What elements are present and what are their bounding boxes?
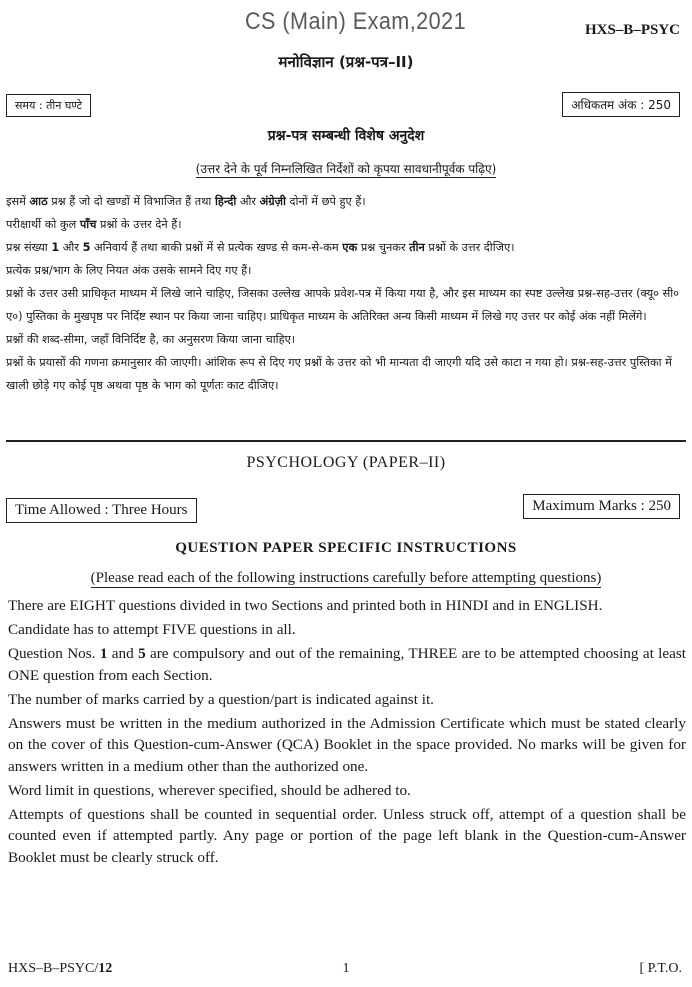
hindi-time-box: समय : तीन घण्टे	[6, 94, 91, 117]
footer-code: HXS–B–PSYC/12	[8, 961, 113, 976]
hindi-instruction: प्रत्येक प्रश्न/भाग के लिए नियत अंक उसके सामने दिए गए हैं।	[6, 264, 252, 277]
hindi-instruction: प्रश्नों की शब्द-सीमा, जहाँ विनिर्दिष्ट है, का अनुसरण किया जाना चाहिए।	[6, 333, 296, 346]
hindi-subheading: (उत्तर देने के पूर्व निम्नलिखित निर्देशों को कृपया सावधानीपूर्वक पढ़िए)	[195, 162, 497, 176]
hindi-instruction: प्रश्नों के उत्तर उसी प्राधिकृत माध्यम में लिखे जाने चाहिए, जिसका उल्लेख आपके प्रवेश-पत्र में किया गया है, और इस माध्यम का स्पष्ट उल्लेख प्रश्न-सह-उत्तर (क्यू० सी० ए०) पुस्तिका के मुखपृष्ठ पर निर्दिष्ट स्थान पर किया जाना चाहिए। प्राधिकृत माध्यम के अतिरिक्त अन्य किसी माध्यम में लिखे गए उत्तर पर कोई अंक नहीं मिलेंगे।	[6, 287, 680, 323]
english-instruction: There are EIGHT questions divided in two Sections and printed both in HINDI and in ENGLISH.	[8, 597, 603, 614]
hindi-instructions	[6, 190, 686, 397]
pto-label: [ P.T.O.	[639, 961, 682, 976]
english-instruction: Answers must be written in the medium authorized in the Admission Certificate which must be stated clearly on the cover of this Question-cum-Answer (QCA) Booklet in the space provided. No marks will be given for answers written in a medium other than the authorized one.	[8, 714, 686, 775]
english-instructions	[8, 595, 686, 871]
hindi-title: मनोविज्ञान (प्रश्न-पत्र–II)	[278, 53, 414, 71]
hindi-instruction: प्रश्न संख्या 1 और 5 अनिवार्य हैं तथा बाकी प्रश्नों में से प्रत्येक खण्ड से कम-से-कम एक प्रश्न चुनकर तीन प्रश्नों के उत्तर दीजिए।	[6, 241, 515, 254]
english-instruction: Attempts of questions shall be counted in sequential order. Unless struck off, attempt of a question shall be counted even if attempted partly. Any page or portion of the page left blank in the Question-cum-Answer Booklet must be clearly struck off.	[8, 805, 686, 866]
english-marks-box: Maximum Marks : 250	[523, 494, 680, 519]
hindi-instruction: इसमें आठ प्रश्न हैं जो दो खण्डों में विभाजित हैं तथा हिन्दी और अंग्रेज़ी दोनों में छपे हुए हैं।	[6, 195, 366, 208]
hindi-instruction: परीक्षार्थी को कुल पाँच प्रश्नों के उत्तर देने हैं।	[6, 218, 182, 231]
page-number: 1	[342, 961, 350, 976]
section-divider	[6, 440, 686, 442]
english-instruction: Question Nos. 1 and 5 are compulsory and out of the remaining, THREE are to be attempted choosing at least ONE question from each Section.	[8, 645, 686, 684]
english-instruction: Candidate has to attempt FIVE questions in all.	[8, 621, 296, 638]
english-time-box: Time Allowed : Three Hours	[6, 498, 197, 523]
hindi-heading: प्रश्न-पत्र सम्बन्धी विशेष अनुदेश	[267, 128, 425, 144]
english-instruction: Word limit in questions, wherever specified, should be adhered to.	[8, 781, 411, 799]
english-heading: QUESTION PAPER SPECIFIC INSTRUCTIONS	[175, 540, 517, 556]
hindi-instruction: प्रश्नों के प्रयासों की गणना क्रमानुसार की जाएगी। आंशिक रूप से दिए गए प्रश्नों के उत्तर को भी मान्यता दी जाएगी यदि उसे काटा न गया हो। प्रश्न-सह-उत्तर पुस्तिका में खाली छोड़े गए कोई पृष्ठ अथवा पृष्ठ के भाग को पूर्णतः काट दीजिए।	[6, 356, 672, 392]
hindi-marks-box: अधिकतम अंक : 250	[562, 92, 680, 117]
english-subheading: (Please read each of the following instructions carefully before attempting questions)	[90, 570, 602, 586]
exam-stamp: CS (Main) Exam,2021	[245, 8, 467, 35]
english-title: PSYCHOLOGY (PAPER–II)	[246, 454, 446, 471]
paper-code: HXS–B–PSYC	[584, 22, 680, 38]
english-instruction: The number of marks carried by a question/part is indicated against it.	[8, 690, 434, 708]
